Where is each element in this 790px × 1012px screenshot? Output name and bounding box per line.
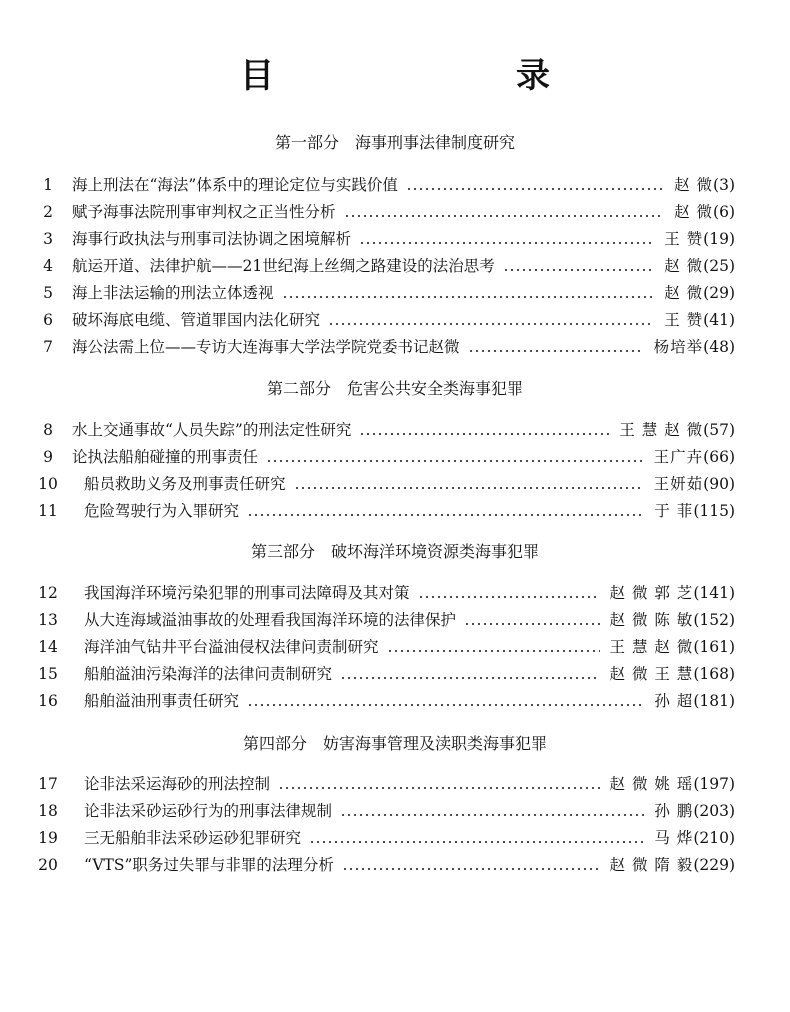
- toc-entry[interactable]: [0, 498, 790, 525]
- dot-leader: [309, 840, 644, 844]
- dot-leader: [387, 649, 600, 653]
- dot-leader: [342, 867, 600, 871]
- entry-page: (19): [703, 230, 735, 248]
- entry-number: 1: [43, 176, 53, 194]
- entry-page: (210): [693, 829, 735, 847]
- toc-entry[interactable]: [0, 634, 790, 661]
- entry-title: 论执法船舶碰撞的刑事责任: [72, 448, 259, 466]
- entry-number: 11: [38, 502, 58, 520]
- entry-number: 18: [38, 802, 58, 820]
- entry-number: 12: [38, 584, 58, 602]
- entry-title: 海洋油气钻井平台溢油侵权法律问责制研究: [84, 638, 379, 656]
- entry-page: (57): [703, 421, 735, 439]
- dot-leader: [247, 703, 644, 707]
- part-label: 第一部分: [274, 133, 339, 152]
- toc-entry[interactable]: [0, 471, 790, 498]
- page-title: 目 录: [240, 56, 608, 96]
- entry-page: (161): [693, 638, 735, 656]
- entry-page: (90): [703, 475, 735, 493]
- toc-entry[interactable]: [0, 334, 790, 361]
- toc-entry[interactable]: [0, 661, 790, 688]
- dot-leader: [340, 676, 600, 680]
- toc-entry[interactable]: [0, 798, 790, 825]
- entry-page: (6): [713, 203, 735, 221]
- toc-entry[interactable]: [0, 688, 790, 715]
- part-label: 第四部分: [242, 734, 307, 753]
- entry-title: 船舶溢油刑事责任研究: [84, 692, 240, 710]
- entry-number: 4: [43, 257, 53, 275]
- entry-title: 水上交通事故“人员失踪”的刑法定性研究: [72, 421, 352, 439]
- entry-page: (3): [713, 176, 735, 194]
- part-label: 第三部分: [250, 542, 315, 561]
- entry-author: 赵 微: [664, 257, 704, 275]
- entry-author: 赵 微 陈 敏: [609, 611, 694, 629]
- entry-title: “VTS”职务过失罪与非罪的法理分析: [84, 856, 334, 874]
- dot-leader: [278, 786, 600, 790]
- entry-number: 3: [43, 230, 53, 248]
- entry-author: 王妍茹: [653, 475, 704, 493]
- dot-leader: [359, 241, 654, 245]
- dot-leader: [418, 595, 600, 599]
- toc-entry[interactable]: [0, 226, 790, 253]
- entry-author: 王 赞: [664, 311, 704, 329]
- entry-title: 海上刑法在“海法”体系中的理论定位与实践价值: [72, 176, 398, 194]
- part-heading: [0, 377, 790, 401]
- entry-number: 9: [43, 448, 53, 466]
- dot-leader: [468, 349, 644, 353]
- entry-page: (181): [693, 692, 735, 710]
- dot-leader: [282, 295, 655, 299]
- dot-leader: [503, 268, 655, 272]
- entry-number: 5: [43, 284, 53, 302]
- entry-title: 论非法采运海砂的刑法控制: [84, 775, 271, 793]
- entry-page: (41): [703, 311, 735, 329]
- entry-title: 论非法采砂运砂行为的刑事法律规制: [84, 802, 333, 820]
- entry-title: 破坏海底电缆、管道罪国内法化研究: [72, 311, 321, 329]
- entry-number: 6: [43, 311, 53, 329]
- toc-entry[interactable]: [0, 307, 790, 334]
- entry-number: 2: [43, 203, 53, 221]
- entry-author: 于 菲: [654, 502, 694, 520]
- entry-number: 19: [38, 829, 58, 847]
- toc-entry[interactable]: [0, 607, 790, 634]
- entry-number: 16: [38, 692, 58, 710]
- entry-number: 7: [43, 338, 53, 356]
- entry-page: (66): [703, 448, 735, 466]
- entry-title: 船员救助义务及刑事责任研究: [84, 475, 286, 493]
- entry-page: (229): [693, 856, 735, 874]
- toc-entry[interactable]: [0, 253, 790, 280]
- toc-entry[interactable]: [0, 852, 790, 879]
- entry-author: 赵 微 姚 瑶: [609, 775, 694, 793]
- entry-number: 14: [38, 638, 58, 656]
- entry-author: 杨培举: [653, 338, 704, 356]
- entry-title: 海事行政执法与刑事司法协调之困境解析: [72, 230, 352, 248]
- dot-leader: [266, 459, 644, 463]
- dot-leader: [340, 813, 644, 817]
- entry-number: 15: [38, 665, 58, 683]
- dot-leader: [464, 622, 600, 626]
- toc-entry[interactable]: [0, 444, 790, 471]
- dot-leader: [359, 432, 609, 436]
- dot-leader: [406, 187, 664, 191]
- entry-title: 危险驾驶行为入罪研究: [84, 502, 240, 520]
- entry-author: 赵 微: [674, 203, 714, 221]
- entry-author: 马 烨: [654, 829, 694, 847]
- dot-leader: [328, 322, 654, 326]
- entry-page: (25): [703, 257, 735, 275]
- entry-title: 从大连海域溢油事故的处理看我国海洋环境的法律保护: [84, 611, 457, 629]
- entry-author: 王 慧 赵 微: [609, 638, 694, 656]
- entry-author: 孙 超: [654, 692, 694, 710]
- entry-page: (29): [703, 284, 735, 302]
- entry-title: 船舶溢油污染海洋的法律问责制研究: [84, 665, 333, 683]
- toc-entry[interactable]: [0, 580, 790, 607]
- entry-title: 海公法需上位——专访大连海事大学法学院党委书记赵微: [72, 338, 460, 356]
- dot-leader: [247, 513, 644, 517]
- toc-entry[interactable]: [0, 417, 790, 444]
- entry-author: 赵 微 郭 芝: [609, 584, 694, 602]
- entry-author: 赵 微 隋 毅: [609, 856, 694, 874]
- toc-entry[interactable]: [0, 199, 790, 226]
- part-heading: [0, 732, 790, 756]
- entry-page: (168): [693, 665, 735, 683]
- entry-author: 赵 微: [664, 284, 704, 302]
- toc-entry[interactable]: [0, 280, 790, 307]
- part-label: 第二部分: [266, 379, 331, 398]
- entry-number: 17: [38, 775, 58, 793]
- entry-title: 我国海洋环境污染犯罪的刑事司法障碍及其对策: [84, 584, 410, 602]
- entry-number: 8: [43, 421, 53, 439]
- entry-author: 赵 微 王 慧: [609, 665, 694, 683]
- part-name: 危害公共安全类海事犯罪: [347, 379, 524, 398]
- entry-number: 13: [38, 611, 58, 629]
- entry-page: (197): [693, 775, 735, 793]
- entry-author: 王 慧 赵 微: [619, 421, 704, 439]
- entry-page: (115): [693, 502, 735, 520]
- entry-page: (141): [693, 584, 735, 602]
- entry-author: 赵 微: [674, 176, 714, 194]
- part-heading: [0, 540, 790, 564]
- entry-author: 王 赞: [664, 230, 704, 248]
- entry-page: (152): [693, 611, 735, 629]
- entry-title: 海上非法运输的刑法立体透视: [72, 284, 274, 302]
- dot-leader: [344, 214, 665, 218]
- part-name: 妨害海事管理及渎职类海事犯罪: [323, 734, 548, 753]
- toc-entry[interactable]: [0, 172, 790, 199]
- part-heading: [0, 131, 790, 155]
- entry-title: 三无船舶非法采砂运砂犯罪研究: [84, 829, 302, 847]
- entry-number: 20: [38, 856, 58, 874]
- part-name: 海事刑事法律制度研究: [355, 133, 516, 152]
- dot-leader: [294, 486, 644, 490]
- entry-title: 赋予海事法院刑事审判权之正当性分析: [72, 203, 336, 221]
- entry-number: 10: [38, 475, 58, 493]
- toc-entry[interactable]: [0, 825, 790, 852]
- part-name: 破坏海洋环境资源类海事犯罪: [331, 542, 540, 561]
- entry-page: (203): [693, 802, 735, 820]
- toc-entry[interactable]: [0, 771, 790, 798]
- entry-author: 王广卉: [653, 448, 704, 466]
- entry-page: (48): [703, 338, 735, 356]
- entry-author: 孙 鹏: [654, 802, 694, 820]
- entry-title: 航运开道、法律护航——21世纪海上丝绸之路建设的法治思考: [72, 257, 495, 275]
